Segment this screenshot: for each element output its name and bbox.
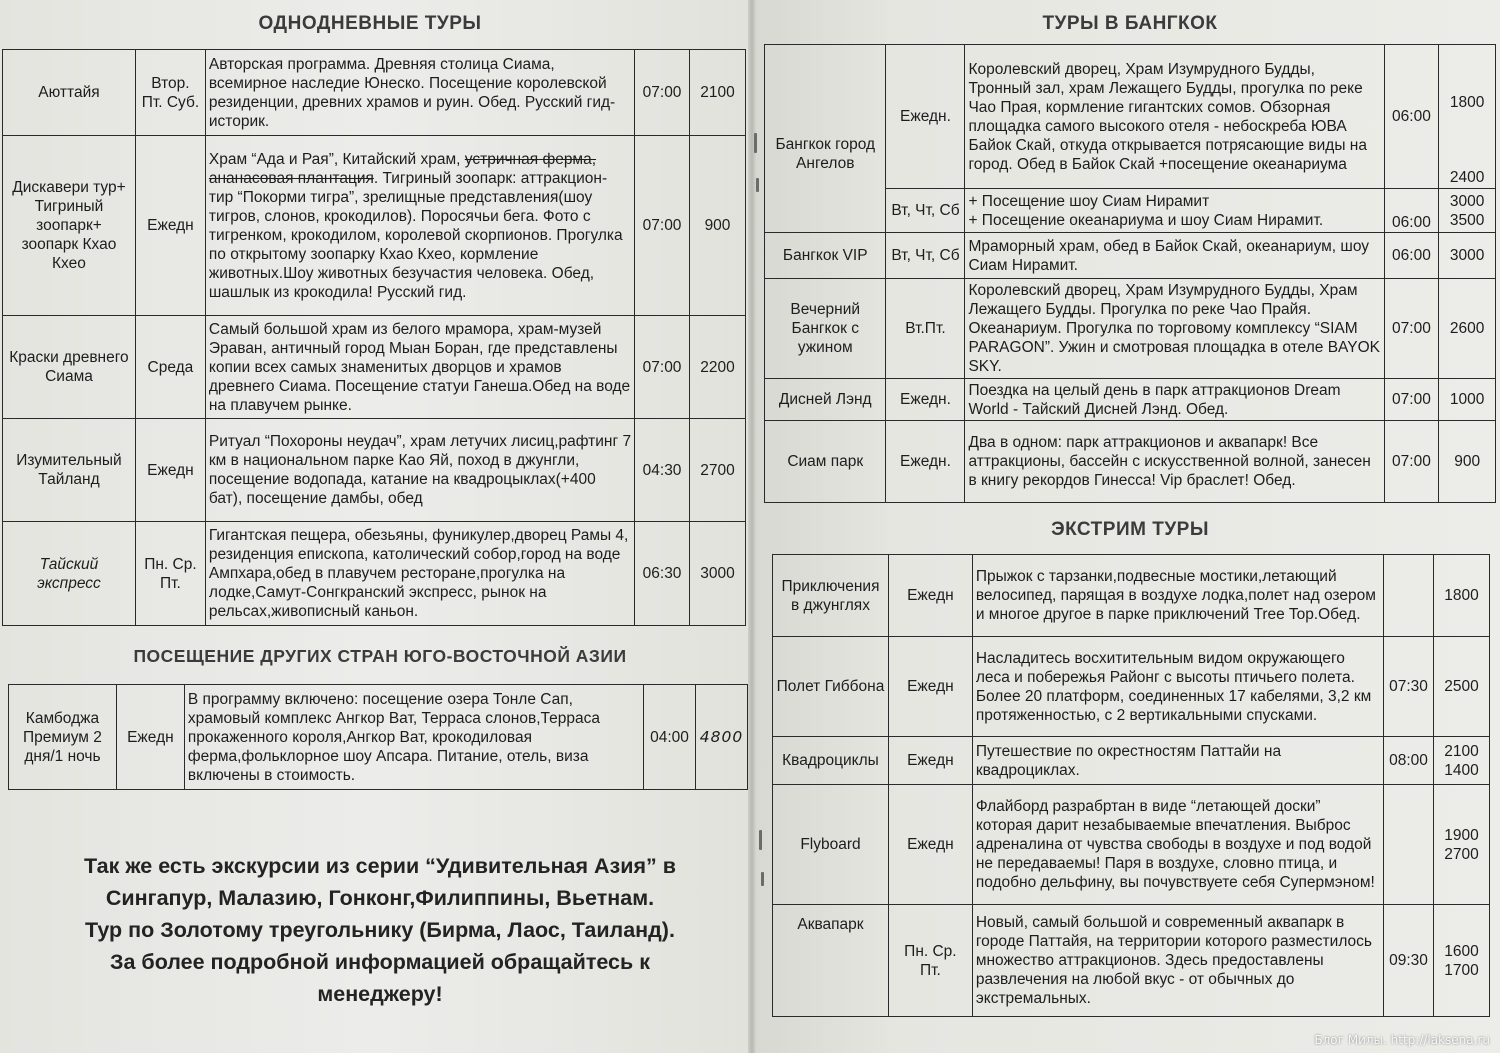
tour-time: 07:00 (1384, 379, 1439, 421)
asia-tours-table (8, 684, 748, 790)
tour-price: 2500 (1434, 637, 1490, 737)
table-row (765, 379, 1496, 421)
tour-price (1439, 189, 1496, 233)
tour-name: Бангкок город Ангелов (765, 45, 886, 233)
tour-days: Вт.Пт. (886, 279, 965, 379)
tour-time: 07:00 (635, 316, 690, 419)
tour-time: 06:30 (635, 522, 690, 626)
table-row (3, 136, 746, 316)
tour-description: Авторская программа. Древняя столица Сиама, всемирное наследие Юнеско. Посещение королевской резиденции, древних храмов и руин. Обед. Русский гид-историк. (205, 50, 634, 136)
tour-description: Путешествие по окрестностям Паттайи на квадроциклах. (972, 737, 1383, 785)
tour-time: 07:00 (635, 136, 690, 316)
table-row (765, 233, 1496, 279)
tour-time: 06:00 (1384, 45, 1439, 189)
section-title-extreme: ЭКСТРИМ ТУРЫ (1051, 519, 1209, 540)
bangkok-tours-table (764, 44, 1496, 503)
tour-description: Ритуал “Похороны неудач”, храм летучих лисиц,рафтинг 7 км в национальном парке Као Яй, поход в джунгли, посещение водопада, катание на квадроцыклах(+400 бат), посещение дамбы, обед (205, 419, 634, 522)
tour-days: Ежедн (888, 737, 972, 785)
tour-description: Насладитесь восхитительным видом окружающего леса и побережья Районг с высоты птичьего полета. Более 20 платформ, соединенных 17 кабелями, 3,2 км протяженностью, с 2 вертикальными спусками. (972, 637, 1383, 737)
tour-price: 3000 (690, 522, 746, 626)
tour-description: В программу включено: посещение озера Тонле Сап, храмовый комплекс Ангкор Ват, Терраса слонов,Терраса прокаженного короля,Ангкор Ват, крокодиловая ферма,фольклорное шоу Апсара. Питание, отель, виза включены в стоимость. (184, 685, 643, 790)
tour-days: Ежедн (116, 685, 184, 790)
section-title-asia: ПОСЕЩЕНИЕ ДРУГИХ СТРАН ЮГО-ВОСТОЧНОЙ АЗИИ (133, 646, 627, 666)
staple (754, 133, 757, 153)
note-line: Тур по Золотому треугольнику (Бирма, Лаос, Таиланд). (85, 918, 675, 942)
tour-price: 2200 (690, 316, 746, 419)
price-value: 1800 (1449, 94, 1485, 111)
note-line: менеджеру! (317, 982, 443, 1006)
tour-price (1439, 45, 1496, 189)
watermark: Блог Милы. http://laksena.ru (1314, 1033, 1490, 1047)
tour-days: Ежедн (135, 419, 205, 522)
table-row (773, 637, 1490, 737)
tour-description: Королевский дворец, Храм Изумрудного Будды, Тронный зал, храм Лежащего Будды, прогулка по реке Чао Прая, кормление гигантских сомов. Обзорная площадка самого высокого отеля - небоскреба ЮВА Байок Скай, откуда открывается потрясающие виды на город. Обед в Байок Скай +посещение океанариума (965, 45, 1384, 189)
table-row (773, 555, 1490, 637)
tour-price: 1800 (1434, 555, 1490, 637)
price-value: 3000 (1449, 192, 1485, 210)
crossed-out-text: устричная ферма, ананасовая плантация (208, 150, 597, 187)
tour-price: 1000 (1439, 379, 1496, 421)
tour-description: Мраморный храм, обед в Байок Скай, океанариум, шоу Сиам Нирамит. (965, 233, 1384, 279)
tour-days: Пн. Ср. Пт. (135, 522, 205, 626)
page-fold (748, 0, 756, 1053)
table-row (3, 50, 746, 136)
note-line: Так же есть экскурсии из серии “Удивительная Азия” в (84, 854, 676, 878)
table-row (773, 785, 1490, 905)
tour-name: Сиам парк (765, 421, 886, 503)
tour-description (965, 189, 1384, 233)
table-row (3, 419, 746, 522)
tour-time: 09:30 (1384, 905, 1434, 1017)
desc-line: + Посещение океанариума и шоу Сиам Нирамит. (968, 211, 1324, 229)
tour-time: 06:00 (1384, 233, 1439, 279)
tour-description: Два в одном: парк аттракционов и аквапарк! Все аттракционы, бассейн с искусственной волной, занесен в книгу рекордов Гинесса! Vip браслет! Обед. (965, 421, 1384, 503)
tour-description (205, 136, 634, 316)
tour-name: Изумительный Тайланд (3, 419, 136, 522)
tour-price: 1900 2700 (1434, 785, 1490, 905)
tour-description: Поездка на целый день в парк аттракционов Dream World - Тайский Дисней Лэнд. Обед. (965, 379, 1384, 421)
staple (759, 830, 762, 850)
tour-name: Бангкок VIP (765, 233, 886, 279)
bottom-note (20, 850, 740, 1010)
tour-price: 900 (690, 136, 746, 316)
tour-name: Краски древнего Сиама (3, 316, 136, 419)
price-value: 2400 (1449, 169, 1485, 186)
tour-days: Ежедн. (886, 421, 965, 503)
tour-name: Flyboard (773, 785, 889, 905)
tour-days: Ежедн. (886, 379, 965, 421)
tour-days: Ежедн (135, 136, 205, 316)
desc-line: + Посещение шоу Сиам Нирамит (968, 192, 1210, 210)
table-row (765, 421, 1496, 503)
tour-name: Квадроциклы (773, 737, 889, 785)
tour-days: Пн. Ср. Пт. (888, 905, 972, 1017)
one-day-tours-table (2, 49, 746, 626)
staple (756, 178, 759, 192)
tour-time: 07:00 (1384, 279, 1439, 379)
staple (761, 872, 764, 886)
tour-description: Гигантская пещера, обезьяны, фуникулер,дворец Рамы 4, резиденция епископа, католический собор,город на воде Ампхара,обед в плавучем ресторане,прогулка на лодке,Самут-Сонгкранский экспресс, рынок на рельсах,живописный каньон. (205, 522, 634, 626)
tour-description: Новый, самый большой и современный аквапарк в городе Паттайя, на территории которого разместилось множество аттракционов. Здесь предоставлены развлечения на любой вкус - от обычных до экстремальных. (972, 905, 1383, 1017)
extreme-tours-table (772, 554, 1490, 1017)
tour-days: Ежедн (888, 637, 972, 737)
tour-time: 04:00 (644, 685, 696, 790)
tour-price: 900 (1439, 421, 1496, 503)
desc-text: . Тигриный зоопарк: аттракцион-тир “Покорми тигра”, зрелищные представления(шоу тигров, слонов, крокодилов). Поросячьи бега. Фото с тигренком, крокодилом, королевой скорпионов. Прогулка по открытому зоопарку Кхао Кхео, кормление животных.Шоу животных безучастия человека. Обед, шашлык из крокодила! Русский гид. (208, 169, 623, 301)
tour-days: Вт, Чт, Сб (886, 189, 965, 233)
desc-text: Храм “Ада и Рая”, Китайский храм, (208, 150, 465, 168)
tour-price: 2600 (1439, 279, 1496, 379)
tour-price: 3000 (1439, 233, 1496, 279)
table-row (9, 685, 748, 790)
tour-days: Вт, Чт, Сб (886, 233, 965, 279)
price-value: 3500 (1449, 211, 1485, 229)
tour-time: 07:30 (1384, 637, 1434, 737)
tour-price: 1600 1700 (1434, 905, 1490, 1017)
section-title-bangkok: ТУРЫ В БАНГКОК (1042, 13, 1218, 34)
tour-days: Ежедн. (886, 45, 965, 189)
tour-name: Аюттайя (3, 50, 136, 136)
tour-description: Королевский дворец, Храм Изумрудного Будды, Храм Лежащего Будды. Прогулка по реке Чао Прайя. Океанариум. Прогулка по торговому комплексу “SIAM PARAGON”. Ужин и смотровая площадка в отеле BAYOK SKY. (965, 279, 1384, 379)
tour-time: 04:30 (635, 419, 690, 522)
tour-price: 2700 (690, 419, 746, 522)
table-row (3, 316, 746, 419)
table-row (773, 737, 1490, 785)
tour-name: Вечерний Бангкок с ужином (765, 279, 886, 379)
tour-price: 2100 (690, 50, 746, 136)
table-row (773, 905, 1490, 1017)
tour-description: Флайборд разрабртан в виде “летающей доски” которая дарит незабываемые впечатления. Выброс адреналина от чувства свободы в воздухе и под водой не передаваемы! Паря в воздухе, словно птица, и подобно дельфину, вы почувствуете себя Супермэном! (972, 785, 1383, 905)
tour-time (1384, 785, 1434, 905)
tour-time: 08:00 (1384, 737, 1434, 785)
tour-days: Ежедн (888, 555, 972, 637)
table-row (3, 522, 746, 626)
tour-days: Втор. Пт. Суб. (135, 50, 205, 136)
tour-days: Среда (135, 316, 205, 419)
tour-name: Камбоджа Премиум 2 дня/1 ночь (9, 685, 117, 790)
tour-name: Тайский экспресс (3, 522, 136, 626)
tour-description: Самый большой храм из белого мрамора, храм-музей Эраван, античный город Мыан Боран, где представлены копии всех самых знаменитых дворцов и храмов древнего Сиама. Посещение статуи Ганеша.Обед на воде на плавучем рынке. (205, 316, 634, 419)
table-row (765, 279, 1496, 379)
table-row (765, 45, 1496, 189)
tour-name: Полет Гиббона (773, 637, 889, 737)
tour-description: Прыжок с тарзанки,подвесные мостики,летающий велосипед, парящая в воздухе лодка,полет над озером и многое другое в парке приключений Tree Top.Обед. (972, 555, 1383, 637)
tour-name: Дискавери тур+ Тигриный зоопарк+ зоопарк Кхао Кхео (3, 136, 136, 316)
note-line: За более подробной информацией обращайтесь к (110, 950, 650, 974)
tour-time (1384, 555, 1434, 637)
tour-name: Аквапарк (773, 905, 889, 1017)
note-line: Сингапур, Малазию, Гонконг,Филиппины, Вьетнам. (105, 886, 655, 910)
tour-name: Приключения в джунглях (773, 555, 889, 637)
tour-time: 07:00 (635, 50, 690, 136)
section-title-one-day: ОДНОДНЕВНЫЕ ТУРЫ (258, 13, 482, 34)
handwritten-price: 4800 (695, 685, 747, 790)
tour-days: Ежедн (888, 785, 972, 905)
tour-time: 06:00 (1384, 189, 1439, 233)
tour-price: 2100 1400 (1434, 737, 1490, 785)
tour-name: Дисней Лэнд (765, 379, 886, 421)
tour-time: 07:00 (1384, 421, 1439, 503)
